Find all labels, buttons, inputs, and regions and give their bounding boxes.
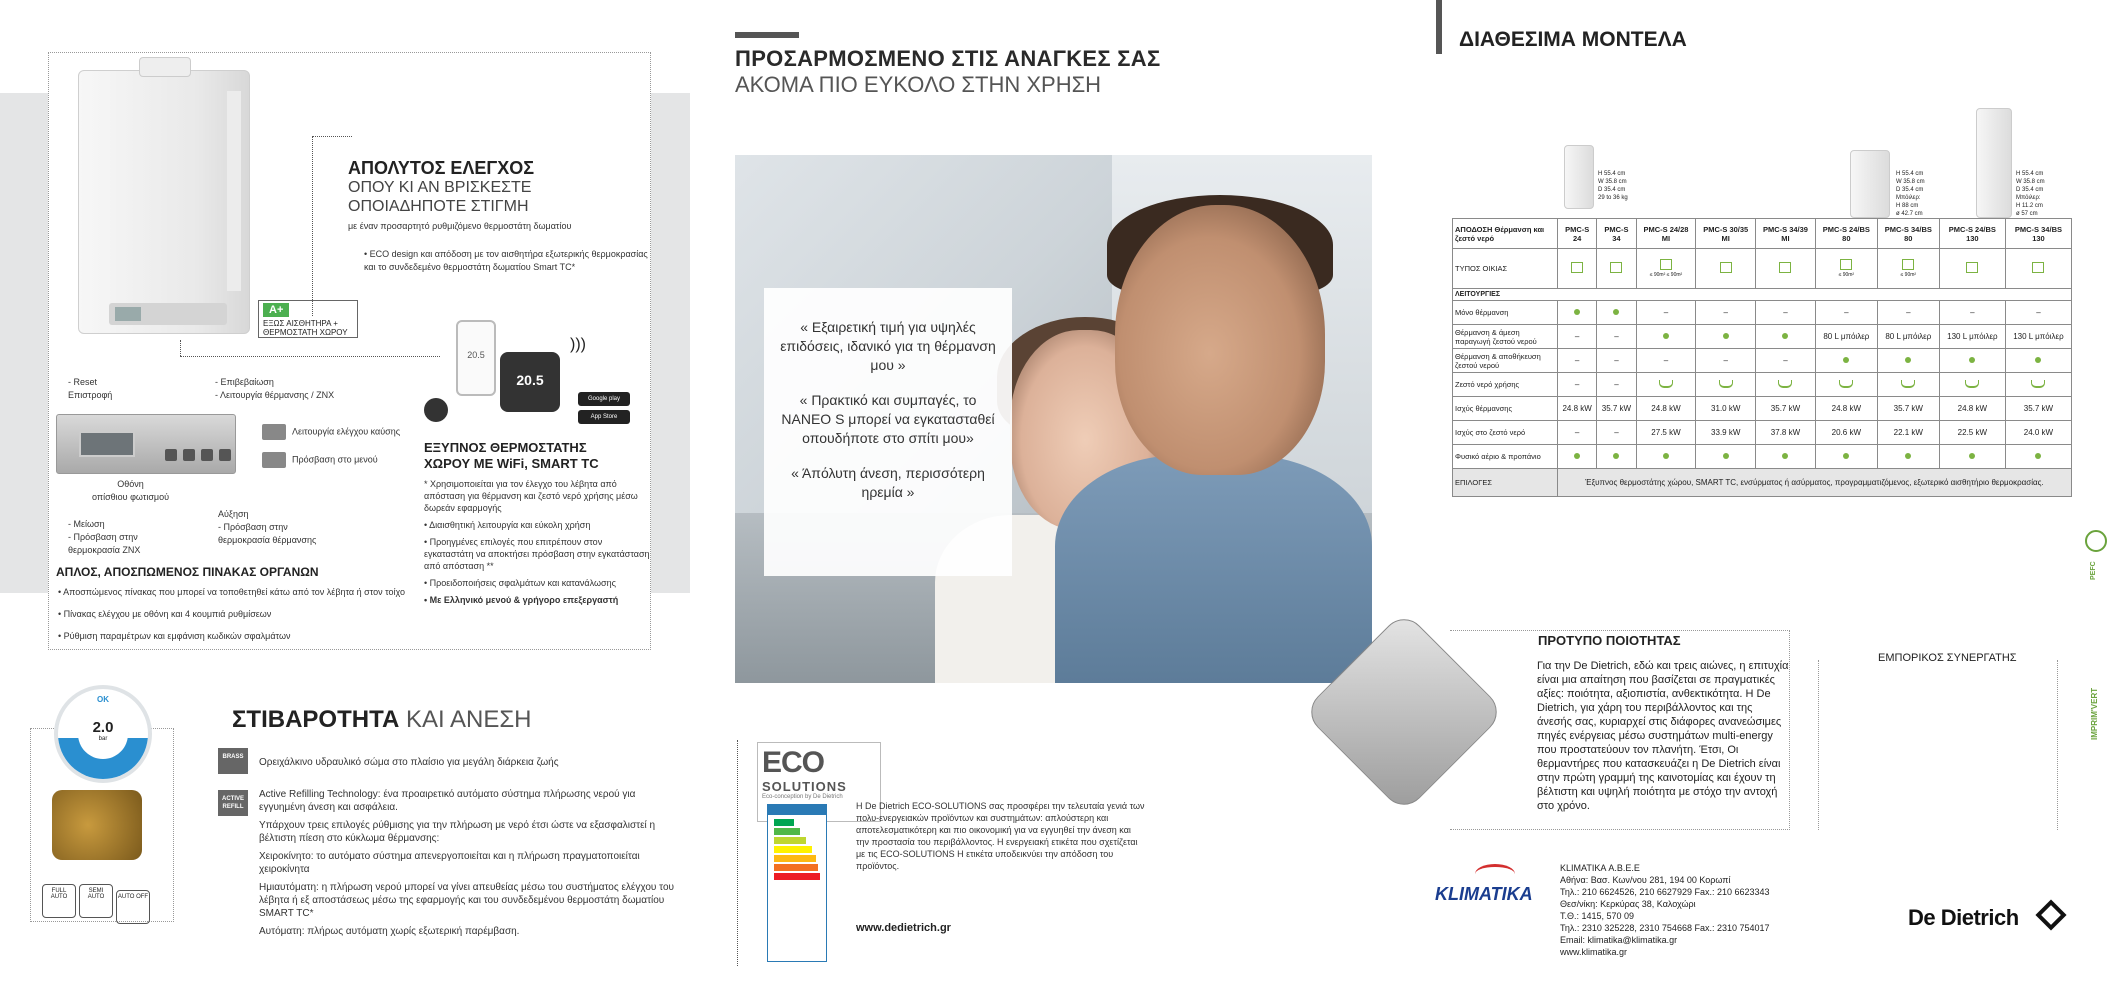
table-row xyxy=(1453,349,2072,373)
options-label: ΕΠΙΛΟΓΕΣ xyxy=(1453,469,1558,497)
control-panel-image xyxy=(56,414,236,474)
table-cell: 35.7 kW xyxy=(1756,397,1816,421)
row-label: Ζεστό νερό χρήσης xyxy=(1453,373,1558,397)
table-cell: 130 L μπόιλερ xyxy=(2005,325,2071,349)
dims-boiler: H 55.4 cm W 35.8 cm D 35.4 cm 29 to 36 kg xyxy=(1598,171,1628,201)
brass-tag: BRASS xyxy=(218,748,248,774)
table-cell xyxy=(1939,373,2005,397)
table-header-row xyxy=(1453,219,2072,249)
table-cell xyxy=(1877,349,1939,373)
table-cell: – xyxy=(1597,373,1636,397)
de-dietrich-mark-icon xyxy=(2035,899,2066,930)
table-cell: – xyxy=(1597,349,1636,373)
house-icon xyxy=(1779,262,1791,273)
table-cell: 22.1 kW xyxy=(1877,421,1939,445)
check-dot-icon xyxy=(1905,453,1911,459)
menu-access-item: Πρόσβαση στο μενού xyxy=(262,452,378,468)
dims-bs80: H 55.4 cm W 35.8 cm D 35.4 cm Μπόιλερ: H 88 cm ø 42.7 cm xyxy=(1896,171,1925,217)
energy-badge-text: ΕΞΩΣ ΑΙΣΘΗΤΗΡΑ + ΘΕΡΜΟΣΤΑΤΗ ΧΩΡΟΥ xyxy=(263,319,348,337)
table-cell: – xyxy=(1558,421,1597,445)
row-label-efficiency: ΑΠΟΔΟΣΗ Θέρμανση και ζεστό νερό xyxy=(1453,219,1558,249)
boiler-control-item: Λειτουργία ελέγχου καύσης xyxy=(262,424,400,440)
middle-subtitle: ΑΚΟΜΑ ΠΙΟ ΕΥΚΟΛΟ ΣΤΗΝ ΧΡΗΣΗ xyxy=(735,72,1102,97)
options-text: Έξυπνος θερμοστάτης χώρου, SMART TC, ενσύρματος ή ασύρματος, προγραμματιζόμενος, εξωτερικό αισθητήριο θερμοκρασίας. xyxy=(1558,469,2072,497)
check-dot-icon xyxy=(1574,453,1580,459)
house-icon xyxy=(1902,259,1914,270)
quality-title: ΠΡΟΤΥΠΟ ΠΟΙΟΤΗΤΑΣ xyxy=(1538,633,1681,648)
boiler-bs80-image xyxy=(1850,150,1890,218)
distributor-contact: KLIMATIKA Α.Β.Ε.Ε Αθήνα: Βασ. Κων/νου 281, 194 00 Κορωπί Τηλ.: 210 6624526, 210 6627929 Fax.: 210 6623343 Θεσ/νίκη: Κερκύρας 38, Καλοχώρι Τ.Θ.: 1415, 570 09 Τηλ.: 2310 325228, 2310 754668 Fax.: 2310 754017 Email: klimatika@klimatika.gr www.klimatika.gr xyxy=(1560,863,1770,957)
control-bullet: • ECO design και απόδοση με τον αισθητήρα εξωτερικής θερμοκρασίας και το συνδεδεμένο θερμοστάτη δωματίου Smart TC* xyxy=(364,249,648,272)
table-row xyxy=(1453,397,2072,421)
models-table xyxy=(1452,218,2072,497)
table-cell xyxy=(1756,325,1816,349)
check-dot-icon xyxy=(1723,453,1729,459)
table-cell: 27.5 kW xyxy=(1636,421,1696,445)
google-play-badge: Google play xyxy=(578,392,630,406)
klimatika-logo: KLIMATIKA xyxy=(1435,864,1553,918)
table-cell: – xyxy=(1756,301,1816,325)
boiler-image xyxy=(78,70,250,334)
energy-label-image xyxy=(767,804,827,962)
col-header: PMC-S 34 xyxy=(1597,219,1636,249)
thermostat-bullets: * Χρησιμοποιείται για τον έλεγχο του λέβητα από απόσταση για θέρμανση και ζεστό νερό χρήσης μέσω δωρεάν εφαρμογής • Διαισθητική λειτουργία και εύκολη χρήση • Προηγμένες επιλογές που επιτρέπουν στον εγκαταστάτη να αποκτήσει πρόσβαση στην εγκατάσταση από απόσταση ** • Προειδοποιήσεις σφαλμάτων και κατανάλωσης • Με Ελληνικό μενού & γρήγορο επεξεργαστή xyxy=(424,479,650,605)
table-cell xyxy=(1696,325,1756,349)
table-cell xyxy=(2005,349,2071,373)
table-cell: 80 L μπόιλερ xyxy=(1877,325,1939,349)
table-cell xyxy=(1558,445,1597,469)
col-header: PMC-S 24/BS 130 xyxy=(1939,219,2005,249)
gauge-unit: bar xyxy=(98,736,108,742)
table-cell: 24.8 kW xyxy=(1558,397,1597,421)
control-title: ΑΠΟΛΥΤΟΣ ΕΛΕΓΧΟΣ xyxy=(348,158,535,178)
table-cell xyxy=(2005,373,2071,397)
table-cell: – xyxy=(1558,325,1597,349)
cp-label-increase: Αύξηση - Πρόσβαση στην θερμοκρασία θέρμανσης xyxy=(218,509,317,545)
quote-3: « Άπόλυτη άνεση, περισσότερη ηρεμία » xyxy=(791,465,985,500)
bathtub-icon xyxy=(1778,380,1792,388)
row-label: Ισχύς θέρμανσης xyxy=(1453,397,1558,421)
house-icon xyxy=(1720,262,1732,273)
cp-label-confirm: - Επιβεβαίωση - Λειτουργία θέρμανσης / ZNX xyxy=(215,377,335,400)
table-row xyxy=(1453,325,2072,349)
table-cell xyxy=(1939,349,2005,373)
pressure-gauge xyxy=(54,685,152,783)
table-row xyxy=(1453,421,2072,445)
col-header: PMC-S 34/BS 130 xyxy=(2005,219,2071,249)
brass-valve-image xyxy=(52,790,142,860)
partner-label: ΕΜΠΟΡΙΚΟΣ ΣΥΝΕΡΓΑΤΗΣ xyxy=(1878,652,2017,664)
table-cell xyxy=(2005,445,2071,469)
table-cell xyxy=(1815,445,1877,469)
table-cell xyxy=(1877,373,1939,397)
table-row xyxy=(1453,301,2072,325)
cp-label-reset: - Reset Επιστροφή xyxy=(68,377,113,400)
table-cell: – xyxy=(1815,301,1877,325)
control-subtitle: ΟΠΟΥ ΚΙ ΑΝ ΒΡΙΣΚΕΣΤΕ ΟΠΟΙΑΔΗΠΟΤΕ ΣΤΙΓΜΗ xyxy=(348,179,532,215)
refill-mode-icons xyxy=(42,884,153,924)
de-dietrich-logo: De Dietrich xyxy=(1908,905,2019,930)
table-cell xyxy=(1597,301,1636,325)
table-cell: – xyxy=(1597,421,1636,445)
active-refill-tag: ACTIVE REFILL xyxy=(218,790,248,816)
house-icon xyxy=(2032,262,2044,273)
bathtub-icon xyxy=(1719,380,1733,388)
table-row xyxy=(1453,445,2072,469)
check-dot-icon xyxy=(1663,453,1669,459)
bathtub-icon xyxy=(1901,380,1915,388)
table-cell: 24.8 kW xyxy=(1815,397,1877,421)
row-label: Ισχύς στο ζεστό νερό xyxy=(1453,421,1558,445)
col-header: PMC-S 34/BS 80 xyxy=(1877,219,1939,249)
table-cell: – xyxy=(1877,301,1939,325)
check-dot-icon xyxy=(1843,453,1849,459)
check-dot-icon xyxy=(2035,453,2041,459)
tc-logo-icon xyxy=(424,398,448,422)
cp-label-decrease: - Μείωση - Πρόσβαση στην θερμοκρασία ZNX xyxy=(68,519,141,555)
check-dot-icon xyxy=(1905,357,1911,363)
energy-class-label: A+ xyxy=(263,303,289,317)
options-row xyxy=(1453,469,2072,497)
table-cell xyxy=(1877,445,1939,469)
col-header: PMC-S 30/35 MI xyxy=(1696,219,1756,249)
row-label: Φυσικό αέριο & προπάνιο xyxy=(1453,445,1558,469)
table-cell: – xyxy=(1696,349,1756,373)
table-cell xyxy=(1696,445,1756,469)
pefc-label: PEFC xyxy=(2090,561,2097,580)
smartphone-image: 20.5 xyxy=(456,320,496,396)
panel-title: ΑΠΛΟΣ, ΑΠΟΣΠΩΜΕΝΟΣ ΠΙΝΑΚΑΣ ΟΡΓΑΝΩΝ xyxy=(56,565,319,579)
menu-icon xyxy=(262,452,286,468)
check-dot-icon xyxy=(1843,357,1849,363)
gauge-ok: OK xyxy=(97,695,109,704)
table-cell: 31.0 kW xyxy=(1696,397,1756,421)
bathtub-icon xyxy=(1965,380,1979,388)
col-header: PMC-S 34/39 MI xyxy=(1756,219,1816,249)
eco-solutions-text: Η De Dietrich ECO-SOLUTIONS σας προσφέρει την τελευταία γενιά των πολυ-ενεργειακών προϊόντων και συστημάτων: απλούστερη και αποτελεσματικότερη και πιο οικονομική για να εγγυηθεί την άνεση και την προστασία του περιβάλλοντος. Η ενεργειακή ετικέτα που σχετίζεται με τις ECO-SOLUTIONS Η ετικέτα υποδεικνύει την απόδοση του προϊόντος. xyxy=(856,801,1145,871)
col-header: PMC-S 24/28 MI xyxy=(1636,219,1696,249)
table-cell: – xyxy=(1597,325,1636,349)
table-cell: – xyxy=(2005,301,2071,325)
table-cell: – xyxy=(1696,301,1756,325)
table-cell: 35.7 kW xyxy=(1877,397,1939,421)
row-label: Μόνο θέρμανση xyxy=(1453,301,1558,325)
brass-text: Ορειχάλκινο υδραυλικό σώμα στο πλαίσιο για μεγάλη διάρκεια ζωής xyxy=(259,757,559,768)
auto-off-icon: AUTO OFF xyxy=(116,890,150,924)
table-cell xyxy=(1636,373,1696,397)
table-cell: – xyxy=(1939,301,2005,325)
house-icon xyxy=(1571,262,1583,273)
gauge-value: 2.0 xyxy=(92,719,114,736)
table-cell: – xyxy=(1636,349,1696,373)
quote-2: « Πρακτικό και συμπαγές, το NANEO S μπορεί να εγκατασταθεί οπουδήποτε στο σπίτι μου» xyxy=(781,392,995,446)
house-icon xyxy=(1840,259,1852,270)
app-store-badge: App Store xyxy=(578,410,630,424)
table-cell: 35.7 kW xyxy=(2005,397,2071,421)
eco-solutions-logo: ECO SOLUTIONS Eco-conception by De Dietrich xyxy=(757,742,881,822)
check-dot-icon xyxy=(1969,357,1975,363)
boiler-bs130-image xyxy=(1976,108,2012,218)
check-dot-icon xyxy=(1613,453,1619,459)
quality-text: Για την De Dietrich, εδώ και τρεις αιώνες, η επιτυχία είναι μια απαίτηση που βασίζεται σε πραγματικές αξίες: ποιότητα, αξιοπιστία, ανθεκτικότητα. Η De Dietrich, για χάρη του περιβάλλοντος και της άνεσής σας, κυριαρχεί στις διάφορες ανανεώσιμες πηγές ενέργειας μέσω συστημάτων multi-energy που προστατεύουν τον πλανήτη. Έτσι, Οι θερμαντήρες που κατασκευάζει η De Dietrich είναι στην πρώτη γραμμή της καινοτομίας και έχουν τη βέλτιστη και υψηλή ποιότητα με στόχο την αντοχή στο χρόνο. xyxy=(1537,660,1789,812)
table-cell: – xyxy=(1636,301,1696,325)
table-cell xyxy=(1756,445,1816,469)
row-label: Θέρμανση & άμεση παραγωγή ζεστού νερού xyxy=(1453,325,1558,349)
check-dot-icon xyxy=(1723,333,1729,339)
table-cell: 24.8 kW xyxy=(1939,397,2005,421)
wifi-icon: ))) xyxy=(570,336,586,353)
col-header: PMC-S 24 xyxy=(1558,219,1597,249)
table-cell xyxy=(1815,373,1877,397)
table-cell: 20.6 kW xyxy=(1815,421,1877,445)
smart-thermostat-image: 20.5 xyxy=(500,352,560,412)
check-dot-icon xyxy=(2035,357,2041,363)
bathtub-icon xyxy=(2031,380,2045,388)
house-icon xyxy=(1610,262,1622,273)
boiler-model-image xyxy=(1564,145,1594,209)
table-cell: – xyxy=(1558,349,1597,373)
bathtub-icon xyxy=(1659,380,1673,388)
table-cell xyxy=(1815,349,1877,373)
dims-bs130: H 55.4 cm W 35.8 cm D 35.4 cm Μπόιλερ: H 11.2 cm ø 57 cm xyxy=(2016,171,2045,217)
table-cell: 22.5 kW xyxy=(1939,421,2005,445)
table-row: ΤΥΠΟΣ ΟΙΚΙΑΣ ≤ 90m² ≤ 90m² ≤ 90m² ≤ 90m² xyxy=(1453,249,2072,289)
table-cell: – xyxy=(1558,373,1597,397)
table-cell: 35.7 kW xyxy=(1597,397,1636,421)
section-functions: ΛΕΙΤΟΥΡΓΙΕΣ xyxy=(1453,289,2072,301)
thermostat-title: ΕΞΥΠΝΟΣ ΘΕΡΜΟΣΤΑΤΗΣ ΧΩΡΟΥ ΜΕ WiFi, SMART TC xyxy=(424,440,599,471)
pefc-icon xyxy=(2085,530,2107,552)
check-dot-icon xyxy=(1969,453,1975,459)
testimonial-box xyxy=(764,288,1012,576)
row-label: Θέρμανση & αποθήκευση ζεστού νερού xyxy=(1453,349,1558,373)
middle-title: ΠΡΟΣΑΡΜΟΣΜΕΝΟ ΣΤΙΣ ΑΝΑΓΚΕΣ ΣΑΣ xyxy=(735,46,1161,71)
bathtub-icon xyxy=(1839,380,1853,388)
table-cell xyxy=(1939,445,2005,469)
imprimvert-label: IMPRIM'VERT xyxy=(2090,687,2099,740)
quote-1: « Εξαιρετική τιμή για υψηλές επιδόσεις, ιδανικό για τη θέρμανση μου » xyxy=(780,319,996,373)
energy-badge xyxy=(258,300,358,338)
robust-title: ΣΤΙΒΑΡΟΤΗΤΑ ΚΑΙ ΑΝΕΣΗ xyxy=(232,706,532,733)
flame-icon xyxy=(262,424,286,440)
cp-label-screen: Οθόνη οπίσθιου φωτισμού xyxy=(92,479,170,502)
table-cell: 24.0 kW xyxy=(2005,421,2071,445)
table-cell: 37.8 kW xyxy=(1756,421,1816,445)
table-cell xyxy=(1597,445,1636,469)
table-cell: 130 L μπόιλερ xyxy=(1939,325,2005,349)
table-cell xyxy=(1756,373,1816,397)
table-cell: 80 L μπόιλερ xyxy=(1815,325,1877,349)
models-title: ΔΙΑΘΕΣΙΜΑ ΜΟΝΤΕΛΑ xyxy=(1459,28,1687,51)
table-cell xyxy=(1636,445,1696,469)
table-cell xyxy=(1636,325,1696,349)
check-dot-icon xyxy=(1574,309,1580,315)
table-cell: 33.9 kW xyxy=(1696,421,1756,445)
refill-text: Active Refilling Technology: ένα προαιρετικό αυτόματο σύστημα πλήρωσης νερού για εγγυημένη άνεση και ασφάλεια. Υπάρχουν τρεις επιλογές ρύθμισης για την πλήρωση με νερό έτσι ώστε να εξασφαλιστεί η βέλτιστη πίεση στο κύκλωμα θέρμανσης: Χειροκίνητο: το αυτόματο σύστημα απενεργοποιείται και η πλήρωση πραγματοποιείται χειροκίνητα Ημιαυτόματη: η πλήρωση νερού μπορεί να γίνει απευθείας μέσω του συστήματος ελέγχου του λέβητα ή εξ αποστάσεως μέσω της εφαρμογής και του συνδεδεμένου θερμοστάτη δωματίου SMART TC* Αυτόματη: πλήρως αυτόματη χωρίς εξωτερική παρέμβαση. xyxy=(259,789,675,937)
full-auto-icon: FULL AUTO xyxy=(42,884,76,918)
check-dot-icon xyxy=(1613,309,1619,315)
panel-bullets: • Αποσπώμενος πίνακας που μπορεί να τοποθετηθεί κάτω από τον λέβητα ή στον τοίχο • Πίνακας ελέγχου με οθόνη και 4 κουμπιά ρυθμίσεων • Ρύθμιση παραμέτρων και εμφάνιση κωδικών σφαλμάτων xyxy=(58,587,406,641)
control-note: με έναν προσαρτητό ρυθμιζόμενο θερμοστάτη δωματίου xyxy=(348,221,572,231)
row-label-house: ΤΥΠΟΣ ΟΙΚΙΑΣ xyxy=(1453,249,1558,289)
table-cell xyxy=(1558,301,1597,325)
check-dot-icon xyxy=(1663,333,1669,339)
table-cell: – xyxy=(1756,349,1816,373)
table-row xyxy=(1453,373,2072,397)
check-dot-icon xyxy=(1782,453,1788,459)
table-cell: 24.8 kW xyxy=(1636,397,1696,421)
website-link[interactable]: www.dedietrich.gr xyxy=(856,922,951,934)
col-header: PMC-S 24/BS 80 xyxy=(1815,219,1877,249)
check-dot-icon xyxy=(1782,333,1788,339)
semi-auto-icon: SEMI AUTO xyxy=(79,884,113,918)
house-icon xyxy=(1660,259,1672,270)
house-icon xyxy=(1966,262,1978,273)
table-cell xyxy=(1696,373,1756,397)
